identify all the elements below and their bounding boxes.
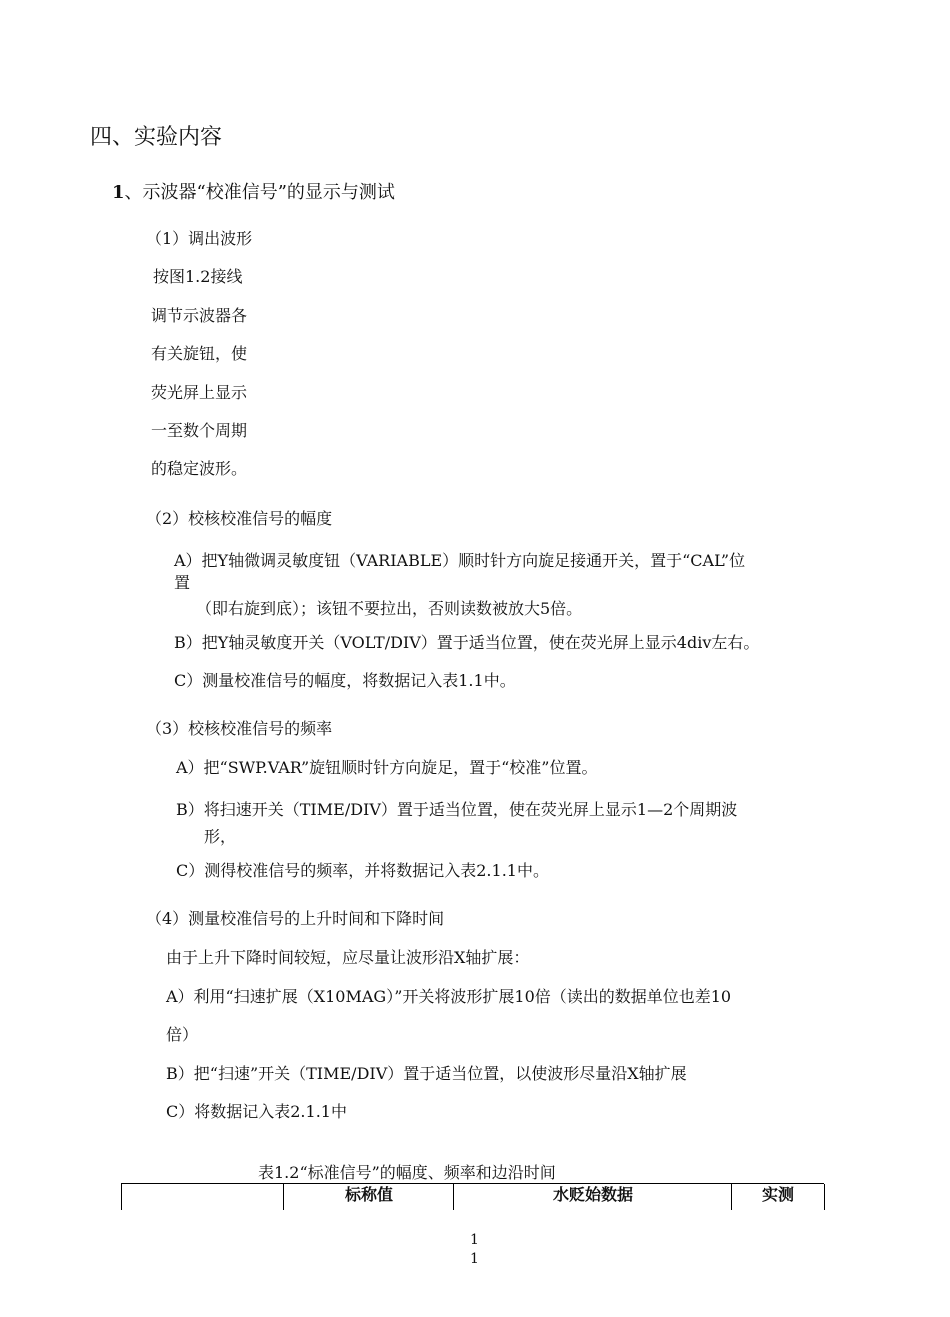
step-2-a-line2: 置 (174, 573, 191, 592)
step-4-b: B）把“扫速”开关（TIME/DIV）置于适当位置，以使波形尽量沿X轴扩展 (166, 1064, 687, 1083)
table-header-label: 水贬始数据 (552, 1187, 633, 1204)
step-1-line: 有关旋钮，使 (151, 344, 248, 363)
step-4-title: （4）测量校准信号的上升时间和下降时间 (146, 909, 445, 928)
table-header-cell (453, 1184, 732, 1210)
step-2-title: （2）校核校准信号的幅度 (146, 509, 333, 528)
step-3-title: （3）校核校准信号的频率 (146, 719, 333, 738)
data-table (121, 1183, 824, 1210)
step-1-line: 荧光屏上显示 (151, 383, 248, 402)
step-2-c: C）测量校准信号的幅度，将数据记入表1.1中。 (174, 671, 516, 690)
step-2-b: B）把Y轴灵敏度开关（VOLT/DIV）置于适当位置，使在荧光屏上显示4div左右。 (174, 633, 760, 652)
step-3-b-line2: 形， (204, 827, 237, 846)
section-1-title (112, 178, 395, 204)
section-1-text: 、示波器“校准信号”的显示与测试 (124, 182, 395, 203)
step-1-line: 按图1.2接线 (153, 267, 243, 286)
step-1-title: （1）调出波形 (146, 229, 253, 248)
table-header-cell (731, 1184, 825, 1210)
step-2-a-line1: A）把Y轴微调灵敏度钮（VARIABLE）顺时针方向旋足接通开关，置于“CAL”位 (174, 551, 746, 570)
step-3-c: C）测得校准信号的频率，并将数据记入表2.1.1中。 (176, 861, 549, 880)
step-3-a: A）把“SWP.VAR”旋钮顺时针方向旋足，置于“校准”位置。 (176, 758, 598, 777)
step-4-c: C）将数据记入表2.1.1中 (166, 1102, 347, 1121)
step-1-line: 的稳定波形。 (151, 459, 248, 478)
table-header-label: 标称值 (344, 1187, 393, 1204)
step-3-b-line1: B）将扫速开关（TIME/DIV）置于适当位置，使在荧光屏上显示1—2个周期波 (176, 800, 738, 819)
section-1-number: 1 (112, 182, 125, 203)
step-1-line: 一至数个周期 (151, 421, 248, 440)
section-heading: 四、实验内容 (90, 125, 223, 150)
step-4-intro: 由于上升下降时间较短，应尽量让波形沿X轴扩展： (166, 948, 530, 967)
table-header-label: 实测 (761, 1187, 794, 1204)
step-4-a-line1: A）利用“扫速扩展（X10MAG）”开关将波形扩展10倍（读出的数据单位也差10 (166, 987, 732, 1006)
table-header-cell (121, 1184, 284, 1210)
page-number: 1 (470, 1251, 479, 1267)
page-number: 1 (470, 1232, 479, 1248)
step-1-line: 调节示波器各 (151, 306, 248, 325)
table-caption: 表1.2“标准信号”的幅度、频率和边沿时间 (258, 1163, 556, 1182)
table-header-cell (283, 1184, 454, 1210)
step-2-a-line3: （即右旋到底）；该钮不要拉出，否则读数被放大5倍。 (196, 599, 583, 618)
step-4-a-line2: 倍） (166, 1025, 199, 1044)
